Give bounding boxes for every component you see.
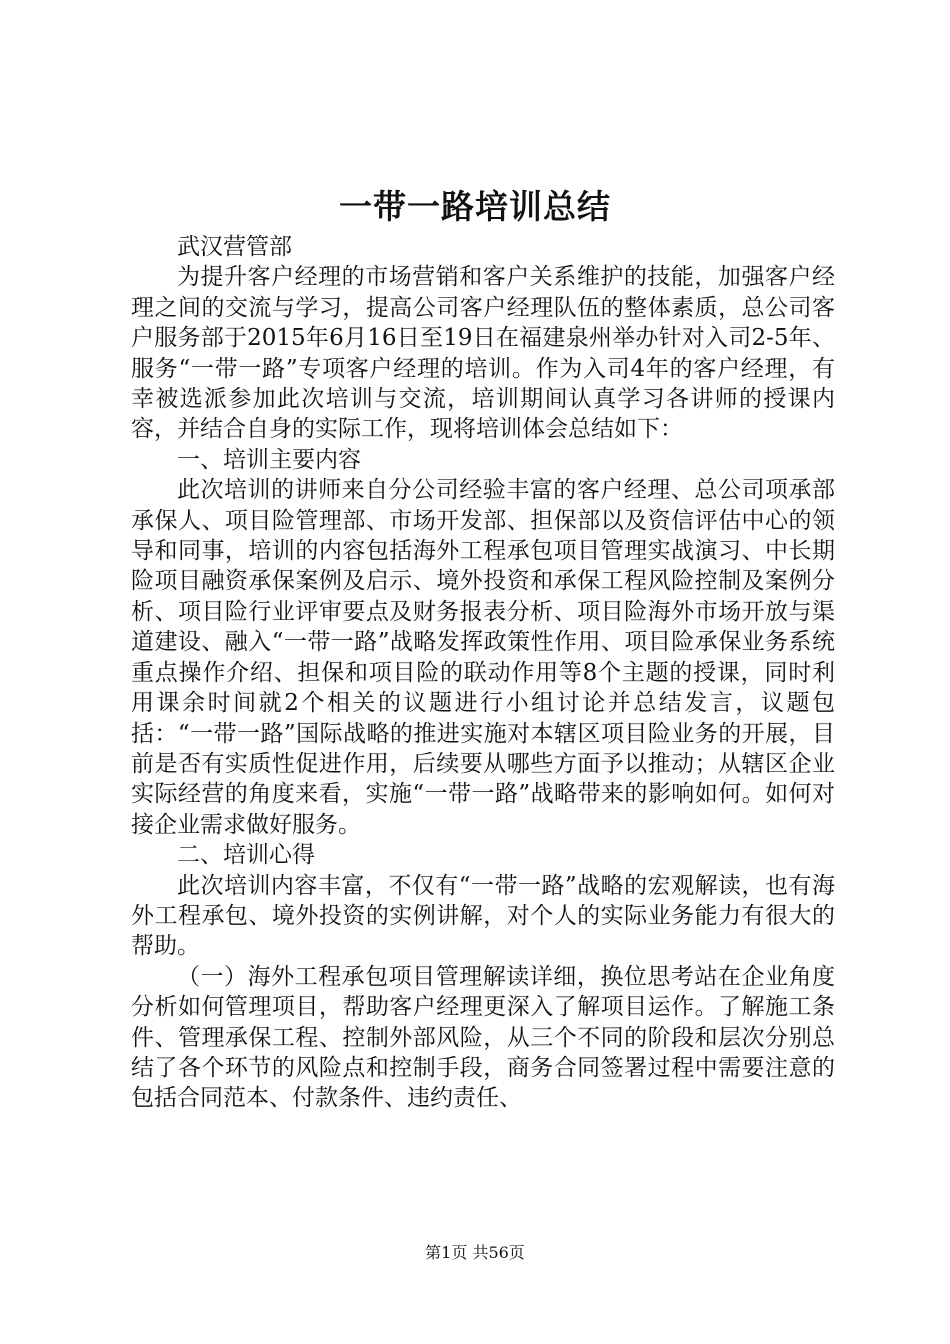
paragraph-intro: 为提升客户经理的市场营销和客户关系维护的技能，加强客户经理之间的交流与学习，提高公司客户经理队伍的整体素质，总公司客户服务部于2015年6月16日至19日在福建泉州举办针对入司2-5年、服务“一带一路”专项客户经理的培训。作为入司4年的客户经理，有幸被选派参加此次培训与交流，培训期间认真学习各讲师的授课内容，并结合自身的实际工作，现将培训体会总结如下：: [131, 264, 835, 443]
document-body: [131, 232, 835, 1114]
paragraph-subsection-1: （一）海外工程承包项目管理解读详细，换位思考站在企业角度分析如何管理项目，帮助客户经理更深入了解项目运作。了解施工条件、管理承保工程、控制外部风险，从三个不同的阶段和层次分别总结了各个环节的风险点和控制手段，商务合同签署过程中需要注意的包括合同范本、付款条件、违约责任、: [131, 963, 835, 1112]
page-footer: 第1页 共56页: [425, 1243, 525, 1262]
section-heading-insights: 二、培训心得: [177, 842, 315, 869]
section-heading-content: 一、培训主要内容: [177, 446, 361, 473]
paragraph-insights: 此次培训内容丰富，不仅有“一带一路”战略的宏观解读，也有海外工程承包、境外投资的实例讲解，对个人的实际业务能力有很大的帮助。: [131, 872, 835, 960]
paragraph-department: 武汉营管部: [177, 234, 292, 260]
document-title: 一带一路培训总结: [339, 187, 611, 226]
paragraph-training-content: 此次培训的讲师来自分公司经验丰富的客户经理、总公司项承部承保人、项目险管理部、市场开发部、担保部以及资信评估中心的领导和同事，培训的内容包括海外工程承包项目管理实战演习、中长期险项目融资承保案例及启示、境外投资和承保工程风险控制及案例分析、项目险行业评审要点及财务报表分析、项目险海外市场开放与渠道建设、融入“一带一路”战略发挥政策性作用、项目险承保业务系统重点操作介绍、担保和项目险的联动作用等8个主题的授课，同时利用课余时间就2个相关的议题进行小组讨论并总结发言，议题包括：“一带一路”国际战略的推进实施对本辖区项目险业务的开展，目前是否有实质性促进作用，后续要从哪些方面予以推动；从辖区企业实际经营的角度来看，实施“一带一路”战略带来的影响如何。如何对接企业需求做好服务。: [131, 477, 835, 838]
